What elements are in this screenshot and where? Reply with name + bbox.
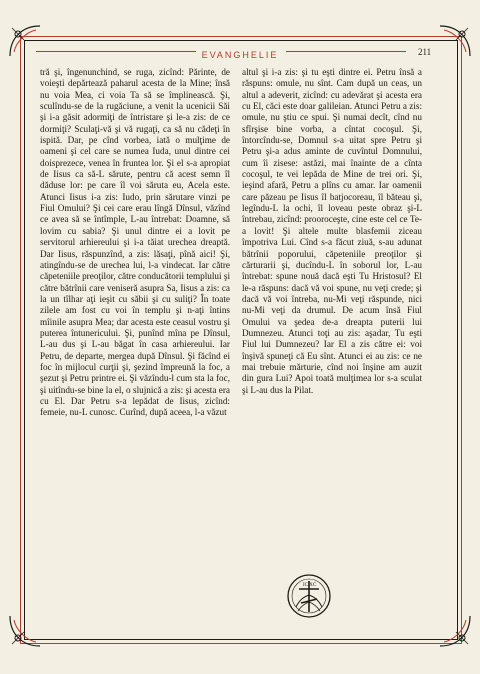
body-text: altul şi i-a zis: şi tu eşti dintre ei. Petru însă a răspuns: omule, nu sînt. Cam după un ceas, un altul a adeverit, zicînd: cu adevărat şi acesta era cu El, căci este doar galileian. Atunci Petru a zis: omule, nu ştiu ce spui. Şi numai decît, cînd nu sfîrşise bine vorba, a cîntat cocoşul. Şi, întorcîndu-se, Domnul s-a uitat spre Petru şi Petru şi-a adus aminte de cuvîntul Domnului, cum îi zisese: astăzi, mai înainte de a cînta cocoşul, te vei lepăda de Mine de trei ori. Şi, ieşind afară, Petru a plîns cu amar. Iar oamenii care păzeau pe Iisus îl batjocoreau, îl băteau şi, legîndu-L la ochi, îl loveau peste obraz şi-L întrebau, zicînd: prooroceşte, cine este cel ce Te-a lovit! Şi altele multe blasfemii ziceau împotriva Lui. Cînd s-a făcut ziuă, s-au adunat bătrînii poporului, căpeteniile preoţilor şi cărturarii şi, ducîndu-L în soborul lor, L-au întrebat: spune nouă dacă eşti Tu Hristosul? El le-a răspuns: dacă vă voi spune, nu veţi crede; şi dacă vă voi întreba, nu-Mi veţi răspunde, nici nu-Mi veţi da drumul. De acum însă Fiul Omului va şedea de-a dreapta puterii lui Dumnezeu. Atunci toţi au zis: aşadar, Tu eşti Fiul lui Dumnezeu? Iar El a zis către ei: voi înşivă spuneţi că Eu sînt. Atunci ei au zis: ce ne mai trebuie mărturie, cînd noi înşine am auzit din gura Lui? Apoi toată mulţimea lor s-a sculat şi L-au dus la Pilat.: [242, 67, 422, 395]
running-title: EVANGHELIE: [196, 50, 285, 60]
emblem-label: IC XC: [303, 583, 317, 588]
cross-wreath-emblem-icon: [286, 573, 332, 619]
text-column-right: [242, 67, 422, 396]
body-text: tră şi, îngenunchind, se ruga, zicînd: Părinte, de voieşti depărtează paharul acesta de la Mine; însă nu voia Mea, ci voia Ta să se împlinească. Şi, sculîndu-se de la rugăciune, a venit la ucenicii Săi şi i-a găsit adormiţi de întristare şi le-a zis: de ce dormiţi? Sculaţi-vă şi vă rugaţi, ca să nu cădeţi în ispită. Dar, pe cînd vorbea, iată o mulţime de oameni şi cel care se numea Iuda, unul dintre cei doisprezece, venea în fruntea lor. Şi el s-a apropiat de Iisus ca să-L sărute, pentru că acest semn îl dăduse lor: pe care îl voi săruta eu, Acela este. Atunci Iisus i-a zis: Iudo, prin sărutare vinzi pe Fiul Omului? Şi cei care erau lîngă Dînsul, văzînd ce avea să se întîmple, L-au întrebat: Doamne, să lovim cu sabia? Şi unul dintre ei a lovit pe servitorul arhiereului şi i-a tăiat urechea dreaptă. Dar Iisus, răspunzînd, a zis: lăsaţi, pînă aici! Şi, atingîndu-se de urechea lui, l-a vindecat. Iar către căpeteniile preoţilor, către conducătorii templului şi către bătrînii care veniseră asupra Sa, Iisus a zis: ca la un tîlhar aţi ieşit cu săbii şi cu suliţi? În toate zilele am fost cu voi în templu şi n-aţi întins mîinile asupra Mea; dar acesta este ceasul vostru şi puterea întunericului. Şi, punînd mîna pe Dînsul, L-au dus şi L-au băgat în casa arhiereului. Iar Petru, de departe, mergea după Dînsul. Şi făcînd ei foc în mijlocul curţii şi, şezind împreună la foc, a şezut şi Petru printre ei. Şi văzîndu-l cum sta la foc, şi uitîndu-se bine la el, o slujnică a zis: şi acesta era cu El. Dar Petru s-a lepădat de Iisus, zicînd: femeie, nu-L cunosc. Curînd, după aceea, l-a văzut: [40, 67, 230, 418]
text-column-left: [40, 67, 230, 419]
ornament-corner-icon: [8, 614, 42, 648]
ornament-corner-icon: [438, 614, 472, 648]
running-head: [0, 45, 480, 59]
page-number: 211: [418, 47, 432, 57]
